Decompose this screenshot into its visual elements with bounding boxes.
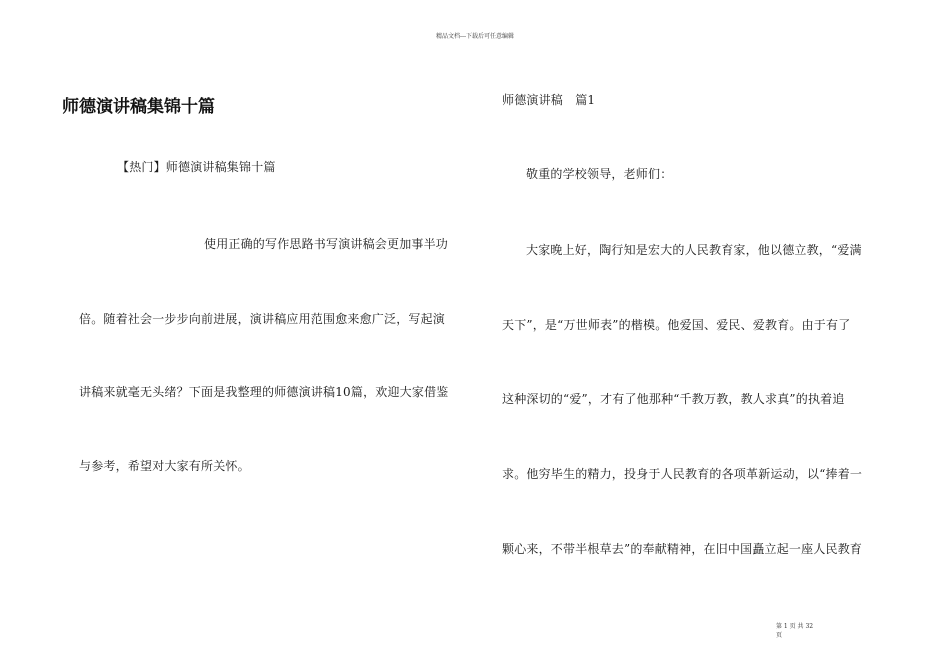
page-number-line-1: 第 1 页 共 32 — [776, 623, 814, 630]
left-paragraph-line-3: 讲稿来就毫无头绪？下面是我整理的师德演讲稿10篇，欢迎大家借鉴 — [79, 385, 449, 399]
right-paragraph-line-2: 天下”，是“万世师表”的楷模。他爱国、爱民、爱教育。由于有了 — [502, 318, 851, 332]
right-paragraph-line-5: 颗心来，不带半根草去”的奉献精神，在旧中国矗立起一座人民教育 — [502, 542, 863, 556]
left-paragraph-line-2: 倍。随着社会一步步向前进展，演讲稿应用范围愈来愈广泛，写起演 — [79, 312, 446, 326]
document-title: 师德演讲稿集锦十篇 — [62, 97, 215, 117]
left-paragraph-line-4: 与参考，希望对大家有所关怀。 — [79, 459, 250, 473]
header-note: 精品文档---下载后可任意编辑 — [435, 33, 515, 40]
right-paragraph-line-1: 大家晚上好，陶行知是宏大的人民教育家，他以德立教，“爱满 — [526, 243, 862, 257]
page-number — [776, 622, 836, 640]
section-heading: 师德演讲稿 篇1 — [502, 93, 596, 107]
left-paragraph-line-1: 使用正确的写作思路书写演讲稿会更加事半功 — [204, 237, 449, 251]
right-paragraph-line-3: 这种深切的“爱”，才有了他那种“千教万教，教人求真”的执着追 — [502, 392, 845, 406]
right-paragraph-line-4: 求。他穷毕生的精力，投身于人民教育的各项革新运动，以“捧着一 — [502, 467, 863, 481]
salutation: 敬重的学校领导，老师们： — [526, 167, 673, 181]
page-number-line-2: 页 — [776, 632, 783, 639]
document-subtitle: 【热门】师德演讲稿集锦十篇 — [117, 160, 276, 174]
